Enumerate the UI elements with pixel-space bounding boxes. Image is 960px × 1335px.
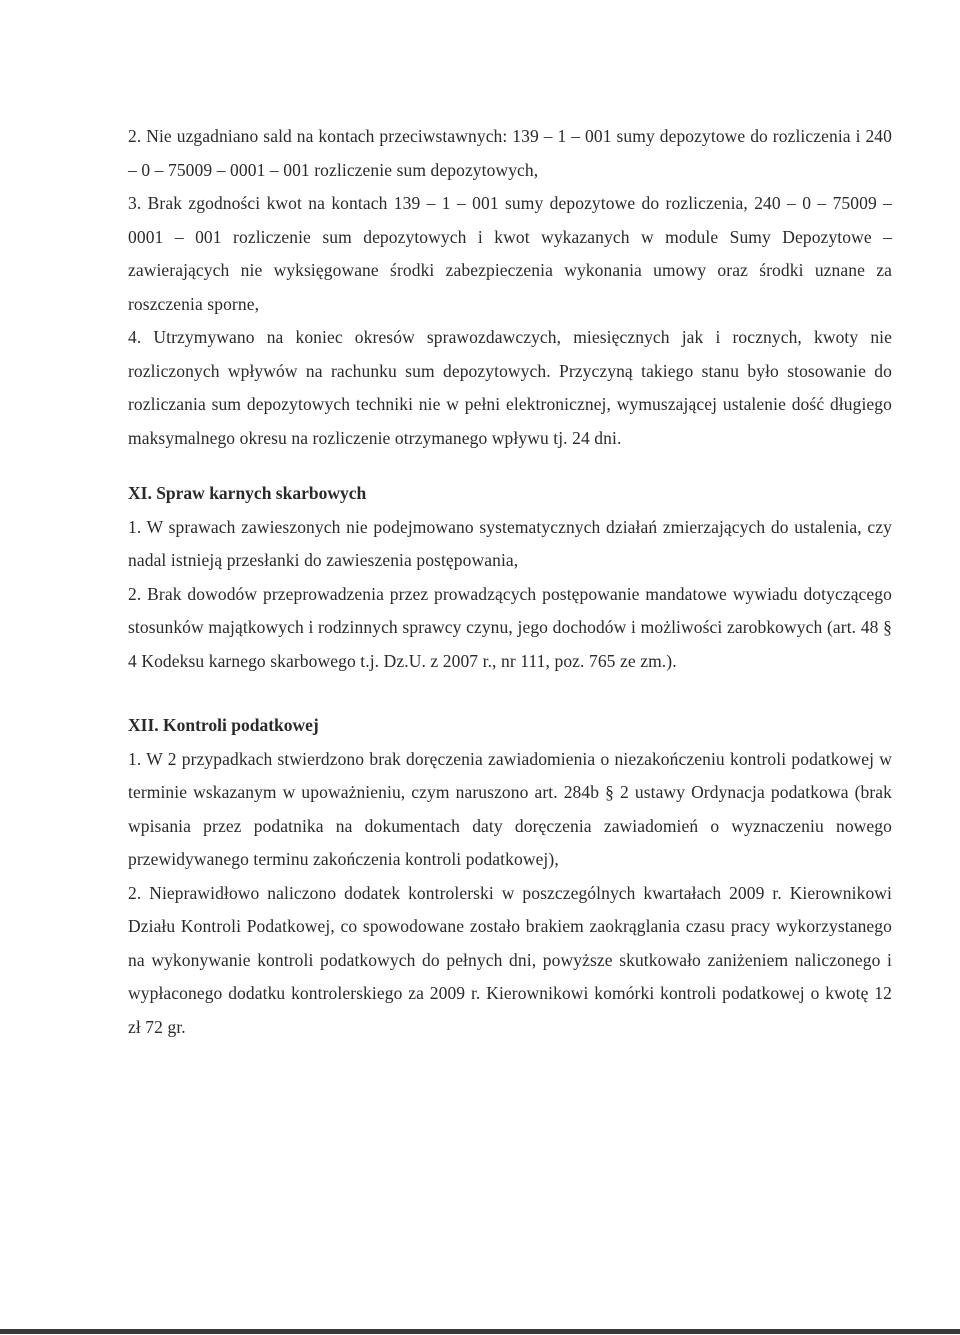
section-xii-heading: XII. Kontroli podatkowej [128, 715, 319, 735]
paragraph-xi-1: 1. W sprawach zawieszonych nie podejmowano systematycznych działań zmierzających do ustalenia, czy nadal istnieją przesłanki do zawieszenia postępowania, [128, 516, 892, 570]
paragraph-x-3: 3. Brak zgodności kwot na kontach 139 – 1 – 001 sumy depozytowe do rozliczenia, 240 – 0 – 75009 – 0001 – 001 rozliczenie sum depozytowych i kwot wykazanych w module Sumy Depozytowe – zawierających nie wyksięgowane środki zabezpieczenia wykonania umowy oraz środki uznane za roszczenia sporne, [128, 193, 892, 314]
paragraph-xi-2: 2. Brak dowodów przeprowadzenia przez prowadzących postępowanie mandatowe wywiadu dotyczącego stosunków majątkowych i rodzinnych sprawcy czynu, jego dochodów i możliwości zarobkowych (art. 48 § 4 Kodeksu karnego skarbowego t.j. Dz.U. z 2007 r., nr 111, poz. 765 ze zm.). [128, 583, 892, 671]
paragraph-x-4: 4. Utrzymywano na koniec okresów sprawozdawczych, miesięcznych jak i rocznych, kwoty nie rozliczonych wpływów na rachunku sum depozytowych. Przyczyną takiego stanu było stosowanie do rozliczania sum depozytowych techniki nie w pełni elektronicznej, wymuszającej ustalenie dość długiego maksymalnego okresu na rozliczenie otrzymanego wpływu tj. 24 dni. [128, 327, 892, 448]
document-page [128, 120, 892, 1044]
page-bottom-rule [0, 1329, 960, 1334]
paragraph-x-2: 2. Nie uzgadniano sald na kontach przeciwstawnych: 139 – 1 – 001 sumy depozytowe do rozliczenia i 240 – 0 – 75009 – 0001 – 001 rozliczenie sum depozytowych, [128, 126, 892, 180]
section-xi-heading: XI. Spraw karnych skarbowych [128, 483, 367, 503]
paragraph-xii-1: 1. W 2 przypadkach stwierdzono brak doręczenia zawiadomienia o niezakończeniu kontroli podatkowej w terminie wskazanym w upoważnieniu, czym naruszono art. 284b § 2 ustawy Ordynacja podatkowa (brak wpisania przez podatnika na dokumentach daty doręczenia zawiadomień o wyznaczeniu nowego przewidywanego terminu zakończenia kontroli podatkowej), [128, 748, 892, 869]
paragraph-xii-2: 2. Nieprawidłowo naliczono dodatek kontrolerski w poszczególnych kwartałach 2009 r. Kierownikowi Działu Kontroli Podatkowej, co spowodowane zostało brakiem zaokrąglania czasu pracy wykorzystanego na wykonywanie kontroli podatkowych do pełnych dni, powyższe skutkowało zaniżeniem naliczonego i wypłaconego dodatku kontrolerskiego za 2009 r. Kierownikowi komórki kontroli podatkowej o kwotę 12 zł 72 gr. [128, 882, 892, 1037]
